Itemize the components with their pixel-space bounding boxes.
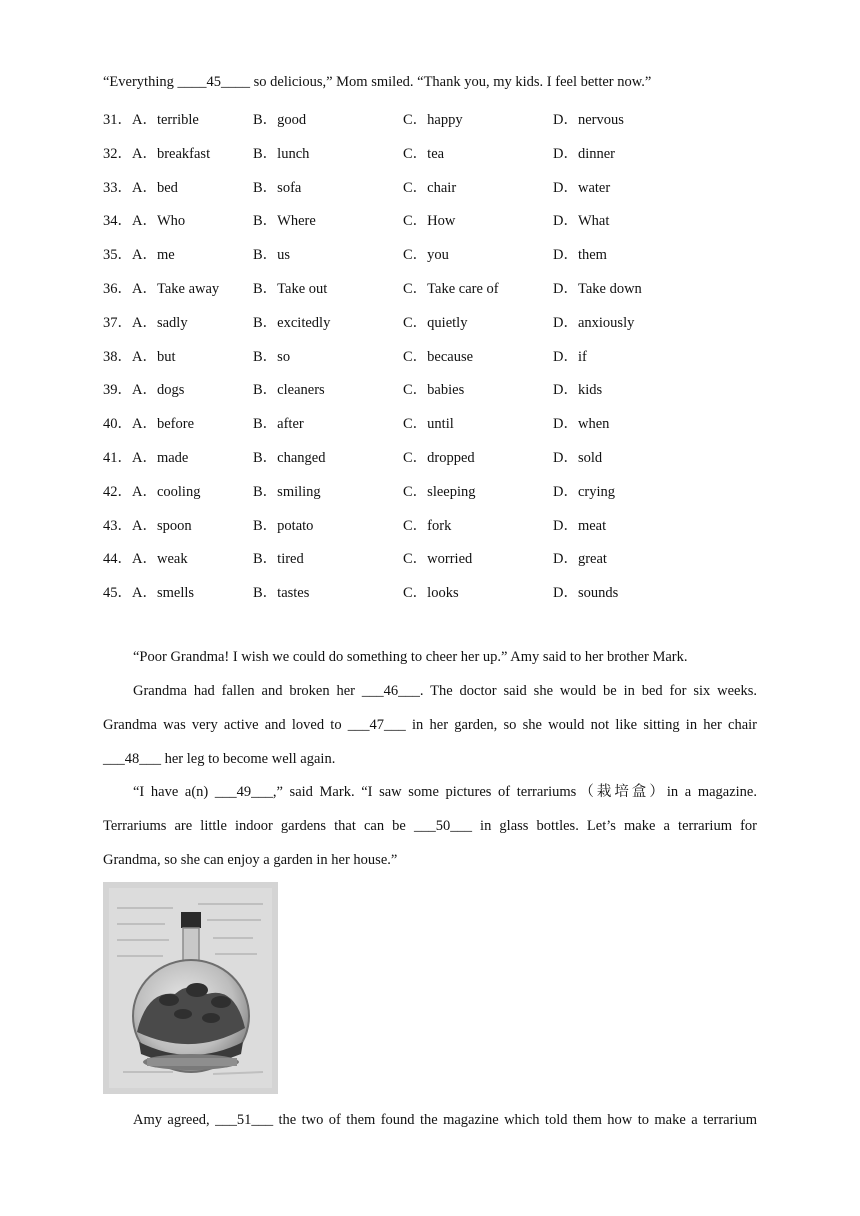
option-a: A．smells [132, 585, 195, 602]
question-number-and-option-a [103, 108, 199, 129]
question-number-and-option-a [103, 311, 188, 332]
terrarium-photo [103, 882, 278, 1094]
question-number: 41． [103, 450, 132, 466]
question-number: 42． [103, 483, 132, 500]
option-d: D．anxiously [553, 314, 635, 331]
option-c: C．How [403, 213, 456, 230]
paragraph-2-line-3: ___48___ her leg to become well again. [103, 751, 336, 767]
option-d: D．Take down [553, 281, 642, 297]
question-45-context-line: “Everything ____45____ so delicious,” Mom smiled. “Thank you, my kids. I feel better now.” [103, 74, 652, 90]
option-c: C．sleeping [403, 483, 476, 500]
option-b: B．sofa [253, 179, 302, 196]
paragraph-3 [103, 775, 757, 877]
question-number-and-option-a [103, 581, 194, 602]
paragraph-4-line-1: Amy agreed, ___51___ the two of them found the magazine which told them how to make a terrarium [133, 1112, 757, 1128]
question-number-and-option-a [103, 446, 188, 467]
option-b: B．tired [253, 551, 304, 568]
question-row [103, 345, 763, 365]
question-row [103, 243, 763, 263]
question-number-and-option-a [103, 378, 184, 399]
question-row [103, 209, 763, 229]
option-c: C．Take care of [403, 281, 499, 297]
question-number: 43． [103, 517, 132, 534]
option-d: D．crying [553, 483, 616, 500]
option-c: C．happy [403, 112, 463, 128]
option-d: D．What [553, 213, 610, 230]
option-b: B．excitedly [253, 314, 331, 331]
option-b: B．good [253, 112, 307, 128]
question-number: 36． [103, 281, 132, 297]
option-a: A．before [132, 416, 195, 433]
option-b: B．tastes [253, 585, 310, 602]
option-d: D．if [553, 348, 587, 365]
paragraph-1: “Poor Grandma! I wish we could do something to cheer her up.” Amy said to her brother Mark. [133, 649, 688, 665]
question-number-and-option-a [103, 345, 176, 366]
option-d: D．sounds [553, 585, 619, 602]
paragraph-3-line-2: Terrariums are little indoor gardens that can be ___50___ in glass bottles. Let’s make a terrarium for [103, 818, 757, 834]
question-number: 34． [103, 213, 132, 230]
question-number-and-option-a [103, 547, 188, 568]
option-b: B．lunch [253, 145, 310, 162]
option-d: D．them [553, 247, 607, 264]
option-a: A．Who [132, 213, 186, 230]
option-c: C．worried [403, 551, 473, 568]
question-number: 44． [103, 551, 132, 568]
option-a: A．weak [132, 551, 188, 568]
option-c: C．until [403, 416, 454, 433]
option-b: B．Where [253, 213, 316, 230]
option-c: C．dropped [403, 450, 475, 466]
question-row [103, 142, 763, 162]
option-c: C．looks [403, 585, 459, 602]
question-row [103, 108, 763, 128]
question-number: 39． [103, 382, 132, 399]
question-number: 45． [103, 585, 132, 602]
question-number: 32． [103, 145, 132, 162]
option-a: A．me [132, 247, 175, 264]
option-a: A．sadly [132, 314, 188, 331]
option-b: B．changed [253, 450, 326, 466]
paragraph-3-line-1: “I have a(n) ___49___,” said Mark. “I saw some pictures of terrariums（栽培盒）in a magazine. [133, 784, 757, 800]
question-number: 35． [103, 247, 132, 264]
option-a: A．Take away [132, 281, 220, 297]
question-row [103, 547, 763, 567]
option-a: A．bed [132, 179, 178, 196]
option-d: D．sold [553, 450, 603, 466]
option-c: C．tea [403, 145, 445, 162]
question-row [103, 581, 763, 601]
option-c: C．quietly [403, 314, 468, 331]
option-d: D．when [553, 416, 610, 433]
option-b: B．us [253, 247, 291, 264]
paragraph-2 [103, 674, 757, 776]
question-row [103, 277, 763, 297]
question-number-and-option-a [103, 243, 175, 264]
option-a: A．but [132, 348, 176, 365]
option-a: A．made [132, 450, 189, 466]
question-number-and-option-a [103, 277, 219, 298]
question-number: 31． [103, 112, 132, 128]
question-row [103, 480, 763, 500]
question-row [103, 412, 763, 432]
option-a: A．spoon [132, 517, 192, 534]
option-b: B．so [253, 348, 291, 365]
paragraph-4 [103, 1103, 757, 1137]
paragraph-2-line-2: Grandma was very active and loved to ___47___ in her garden, so she would not like sitting in her chair [103, 717, 757, 733]
option-d: D．water [553, 179, 611, 196]
option-a: A．terrible [132, 112, 199, 128]
option-a: A．dogs [132, 382, 185, 399]
option-b: B．after [253, 416, 304, 433]
question-number-and-option-a [103, 176, 178, 197]
question-number: 33． [103, 179, 132, 196]
option-d: D．meat [553, 517, 607, 534]
option-d: D．dinner [553, 145, 616, 162]
option-c: C．chair [403, 179, 457, 196]
question-row [103, 311, 763, 331]
option-b: B．potato [253, 517, 314, 534]
option-d: D．nervous [553, 112, 624, 128]
question-row [103, 514, 763, 534]
option-c: C．you [403, 247, 449, 264]
option-c: C．fork [403, 517, 452, 534]
option-b: B．Take out [253, 281, 328, 297]
question-row [103, 176, 763, 196]
option-b: B．cleaners [253, 382, 325, 399]
option-d: D．great [553, 551, 607, 568]
question-number-and-option-a [103, 142, 210, 163]
question-number-and-option-a [103, 514, 192, 535]
option-c: C．babies [403, 382, 465, 399]
option-a: A．breakfast [132, 145, 211, 162]
question-number: 38． [103, 348, 132, 365]
option-a: A．cooling [132, 483, 201, 500]
option-b: B．smiling [253, 483, 321, 500]
option-d: D．kids [553, 382, 603, 399]
question-row [103, 446, 763, 466]
paragraph-3-line-3: Grandma, so she can enjoy a garden in her house.” [103, 852, 398, 868]
paragraph-2-line-1: Grandma had fallen and broken her ___46___. The doctor said she would be in bed for six weeks. [133, 683, 757, 699]
question-number-and-option-a [103, 209, 185, 230]
question-number: 37． [103, 314, 132, 331]
option-c: C．because [403, 348, 474, 365]
question-number-and-option-a [103, 412, 194, 433]
question-number: 40． [103, 416, 132, 433]
question-number-and-option-a [103, 480, 200, 501]
question-row [103, 378, 763, 398]
